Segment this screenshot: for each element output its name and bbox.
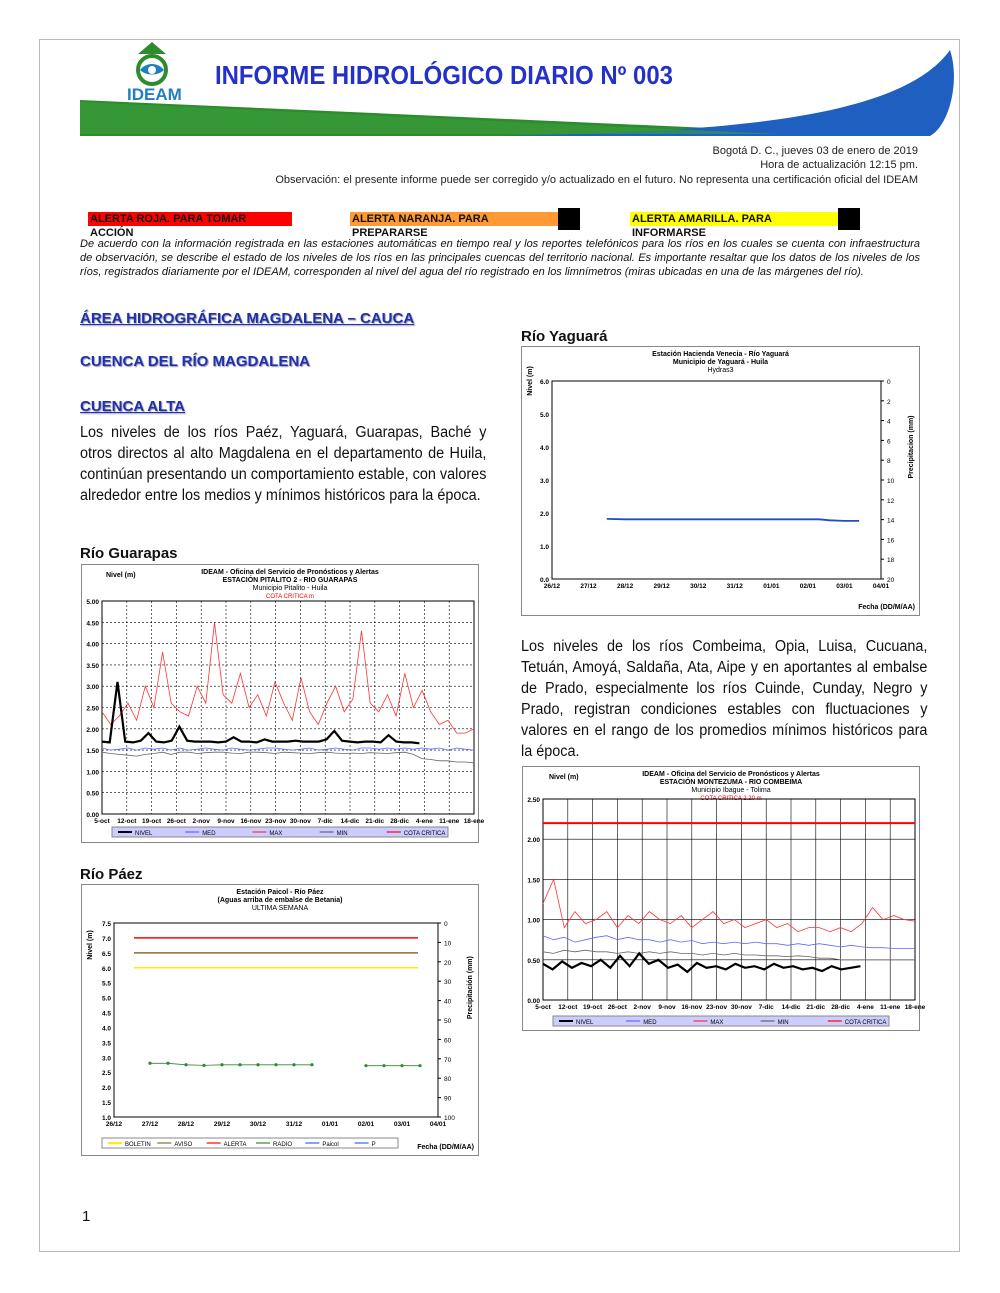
alta-heading: CUENCA ALTA [80,398,185,415]
yaguara-svg [522,347,919,615]
cuenca-heading: CUENCA DEL RÍO MAGDALENA [80,353,311,370]
x-axis-label: Fecha (DD/M/AA) [417,1144,474,1151]
combeima-svg [523,767,926,1030]
y2-tick-label: 12 [887,497,895,505]
x-tick-label: 16-nov [681,1004,703,1011]
update-line: Hora de actualización 12:15 pm. [760,159,918,171]
legend-label: Paicol [322,1142,339,1148]
y2-tick-label: 40 [444,998,452,1006]
x-tick-label: 23-nov [706,1004,728,1011]
x-tick-label: 03/01 [393,1121,411,1128]
data-point [238,1063,241,1066]
x-tick-label: 31/12 [726,583,743,590]
x-tick-label: 11-ene [439,818,460,825]
chart-title-text: Municipio Ibague - Tolima [691,787,771,794]
black-box [558,208,580,230]
x-tick-label: 14-dic [781,1004,801,1011]
y-tick-label: 2.00 [86,726,99,734]
legend-label: COTA CRITICA [844,1020,887,1026]
x-tick-label: 29/12 [653,583,670,590]
data-point [148,1062,151,1065]
y-tick-label: 1.00 [527,917,540,925]
y-tick-label: 1.0 [101,1115,111,1122]
x-tick-label: 26/12 [105,1121,123,1128]
data-point [292,1063,295,1066]
y-tick-label: 5.0 [101,995,111,1003]
legend-label: COTA CRITICA [403,831,446,837]
intro-text: De acuerdo con la información registrada en las estaciones automáticas en tiempo real y los reportes telefónicos para los ríos en los cuales se cuenta con infraestructura de observación, se describe el estado de los niveles de los ríos en las principales cuencas del territorio nacional. Es importante resaltar que los datos de los niveles de los ríos, registrados diariamente por el IDEAM, corresponden al nivel del agua del río registrado en los limnímetros (miras ubicadas en una de las márgenes del río). [80,238,920,278]
x-tick-label: 02/01 [357,1121,375,1128]
data-point [220,1063,223,1066]
y-tick-label: 2.50 [86,705,99,713]
data-point [166,1062,169,1065]
y2-tick-label: 0 [444,921,448,928]
series-line [607,519,859,521]
page-title: INFORME HIDROLÓGICO DIARIO Nº 003 [215,60,673,90]
x-tick-label: 03/01 [836,583,853,590]
y-tick-label: 4.0 [539,445,549,452]
observation-line: Observación: el presente informe puede ser corregido y/o actualizado en el futuro. No representa una certificación oficial del IDEAM [275,174,918,186]
y-tick-label: 1.00 [86,769,99,777]
x-tick-label: 04/01 [429,1121,447,1128]
x-tick-label: 21-dic [806,1004,826,1011]
y-tick-label: 6.5 [101,950,111,958]
y-tick-label: 2.0 [539,511,549,518]
y-axis-label: Nivel (m) [87,930,94,960]
x-tick-label: 31/12 [285,1121,303,1128]
y-tick-label: 7.5 [101,921,111,928]
y2-tick-label: 70 [444,1056,452,1064]
x-tick-label: 28-dic [831,1004,850,1011]
x-tick-label: 9-nov [658,1004,676,1011]
y2-tick-label: 20 [887,577,895,584]
chart-title-text: ULTIMA SEMANA [251,905,309,912]
plot-area [543,799,915,1000]
y-tick-label: 0.50 [527,957,540,965]
x-tick-label: 01/01 [763,583,780,590]
chart-title-text: Estación Paicol - Río Páez [236,889,324,896]
data-point [184,1063,187,1066]
paez-title: Río Páez [80,866,143,883]
x-tick-label: 12-oct [117,818,137,825]
y-tick-label: 1.0 [539,544,549,551]
x-tick-label: 4-ene [856,1004,874,1011]
y2-axis-label: Precipitación (mm) [467,956,474,1020]
legend-label: NIVEL [576,1020,594,1026]
x-tick-label: 04/01 [872,583,890,590]
legend-label: MIN [777,1020,789,1026]
chart-title-text: IDEAM - Oficina del Servicio de Pronósticos y Alertas [201,569,379,576]
x-tick-label: 02/01 [799,583,817,590]
y2-tick-label: 20 [444,959,452,967]
y2-tick-label: 2 [887,398,891,406]
x-tick-label: 7-dic [758,1004,774,1011]
data-point [400,1064,403,1067]
y-tick-label: 5.0 [539,412,549,419]
chart-title-text: Estación Hacienda Venecia - Río Yaguará [652,351,789,358]
legend-label: MAX [710,1020,724,1026]
y-tick-label: 7.0 [101,935,111,943]
x-tick-label: 5-oct [535,1004,551,1011]
y-tick-label: 1.5 [101,1100,111,1108]
x-tick-label: 26/12 [543,583,561,590]
y2-axis-label: Precipitacion (mm) [908,415,915,479]
alert-yellow: ALERTA AMARILLA. PARA INFORMARSE [630,212,844,226]
data-point [382,1064,385,1067]
x-tick-label: 28/12 [177,1121,195,1128]
legend-label: AVISO [174,1142,193,1148]
legend-label: P [371,1142,376,1148]
x-tick-label: 28-dic [390,818,409,825]
y-tick-label: 5.5 [101,980,111,988]
y2-tick-label: 30 [444,979,452,987]
y-tick-label: 3.5 [101,1040,111,1048]
y2-tick-label: 50 [444,1018,452,1025]
x-tick-label: 29/12 [213,1121,231,1128]
alert-orange: ALERTA NARANJA. PARA PREPARARSE [350,212,568,226]
y2-tick-label: 10 [887,478,895,485]
legend-label: BOLETIN [125,1142,151,1148]
y-tick-label: 0.00 [527,998,540,1005]
yaguara-chart [521,346,920,616]
x-tick-label: 18-ene [463,818,485,825]
x-tick-label: 23-nov [265,818,287,825]
data-point [274,1063,277,1066]
x-tick-label: 27/12 [580,583,597,590]
chart-title-text: ESTACIÓN PITALITO 2 - RIO GUARAPAS [222,577,358,584]
x-tick-label: 11-ene [880,1004,901,1011]
series-line [543,879,915,931]
x-tick-label: 12-oct [558,1004,578,1011]
x-tick-label: 19-oct [583,1004,603,1011]
series-line [102,752,474,763]
x-tick-label: 30-nov [289,818,311,825]
x-tick-label: 5-oct [94,818,110,825]
x-tick-label: 30/12 [249,1121,267,1128]
y-tick-label: 6.0 [539,379,549,386]
date-line: Bogotá D. C., jueves 03 de enero de 2019 [712,145,918,157]
y-tick-label: 6.0 [101,965,111,973]
y-axis-label: Nivel (m) [527,366,534,396]
legend-label: MED [643,1020,657,1026]
chart-title-text: Municipio de Yaguará - Huila [672,359,769,366]
y-tick-label: 2.00 [527,837,540,845]
series-line [102,748,474,750]
x-tick-label: 18-ene [904,1004,926,1011]
x-tick-label: 26-oct [607,1004,627,1011]
x-tick-label: 9-nov [217,818,235,825]
x-tick-label: 2-nov [633,1004,651,1011]
y2-tick-label: 10 [444,940,452,948]
y-tick-label: 4.5 [101,1010,111,1018]
yaguara-title: Río Yaguará [521,328,608,345]
x-tick-label: 30-nov [730,1004,752,1011]
logo-text: IDEAM [127,85,182,104]
x-tick-label: 19-oct [142,818,162,825]
legend-label: MAX [269,831,283,837]
y-tick-label: 4.50 [86,620,99,628]
guarapas-title: Río Guarapas [80,545,178,562]
data-point [202,1064,205,1067]
black-box [838,208,860,230]
legend-label: MED [202,831,216,837]
chart-title-text: Hydras3 [707,367,734,374]
x-tick-label: 27/12 [141,1121,159,1128]
y-tick-label: 3.50 [86,662,99,670]
y2-tick-label: 60 [444,1037,452,1045]
y2-tick-label: 6 [887,438,891,446]
series-line [543,953,860,972]
y-tick-label: 1.50 [527,877,540,885]
x-tick-label: 16-nov [240,818,262,825]
y-axis-label: Nivel (m) [549,774,579,781]
series-line [102,682,419,743]
cota-label: COTA CRITICA m [266,594,314,600]
series-line [543,950,915,960]
page-number: 1 [82,1208,91,1225]
chart-title-text: IDEAM - Oficina del Servicio de Pronósticos y Alertas [642,771,820,778]
x-tick-label: 26-oct [166,818,186,825]
legend-label: MIN [336,831,348,837]
y-tick-label: 2.5 [101,1070,111,1078]
y-axis-label: Nivel (m) [106,572,136,579]
y-tick-label: 4.0 [101,1025,111,1033]
y2-tick-label: 4 [887,418,891,426]
y-tick-label: 2.50 [527,797,540,804]
guarapas-svg [82,565,485,842]
data-point [418,1064,421,1067]
ideam-logo-icon [122,40,182,88]
data-point [310,1063,313,1066]
alert-red: ALERTA ROJA. PARA TOMAR ACCIÓN [88,212,292,226]
y2-tick-label: 14 [887,517,895,525]
paez-svg [82,885,478,1155]
y2-tick-label: 0 [887,379,891,386]
y2-tick-label: 80 [444,1076,452,1084]
right-paragraph: Los niveles de los ríos Combeima, Opia, Luisa, Cucuana, Tetuán, Amoyá, Saldaña, Ata, Aipe y en aportantes al embalse de Prado, especialmente los ríos Cuinde, Cunday, Negro y Prado, registran condiciones estables con fluctuaciones y valores en el rango de los promedios mínimos históricos para la época. [521,638,928,760]
x-tick-label: 14-dic [340,818,360,825]
paez-chart [81,884,479,1156]
series-line [150,1063,312,1065]
legend-label: RADIO [273,1142,293,1148]
x-tick-label: 7-dic [317,818,333,825]
y2-tick-label: 18 [887,557,895,565]
guarapas-chart [81,564,485,843]
x-tick-label: 28/12 [616,583,634,590]
y2-tick-label: 8 [887,458,891,466]
x-tick-label: 4-ene [415,818,433,825]
chart-title-text: Municipio Pitalito - Huila [252,585,328,592]
y-tick-label: 3.00 [86,684,99,692]
y2-tick-label: 100 [444,1115,455,1122]
chart-title-text: ESTACIÓN MONTEZUMA - RIO COMBEIMA [659,779,803,786]
cota-label: COTA CRITICA 2.20 m [700,796,762,802]
data-point [364,1064,367,1067]
x-tick-label: 30/12 [690,583,707,590]
y-tick-label: 0.0 [539,577,549,584]
area-heading: ÁREA HIDROGRÁFICA MAGDALENA – CAUCA [80,310,415,327]
y-tick-label: 3.0 [539,478,549,485]
y2-tick-label: 16 [887,537,895,545]
chart-title-text: (Aguas arriba de embalse de Betania) [217,897,343,904]
combeima-chart [522,766,926,1031]
series-line [102,622,474,733]
data-point [256,1063,259,1066]
x-tick-label: 01/01 [321,1121,339,1128]
plot-area [552,381,881,579]
series-line [543,936,915,949]
y-tick-label: 4.00 [86,641,99,649]
x-tick-label: 2-nov [192,818,210,825]
y-tick-label: 0.50 [86,790,99,798]
x-tick-label: 21-dic [365,818,385,825]
alta-paragraph: Los niveles de los ríos Paéz, Yaguará, Guarapas, Baché y otros directos al alto Magdalena en el departamento de Huila, continúan presentando un comportamiento estable, con valores alrededor entre los medios y mínimos históricos para la época. [80,424,487,504]
x-axis-label: Fecha (DD/M/AA) [858,604,915,611]
legend-label: ALERTA [223,1142,247,1148]
legend-label: NIVEL [135,831,153,837]
y-tick-label: 1.50 [86,748,99,756]
y-tick-label: 0.00 [86,812,99,819]
y-tick-label: 3.0 [101,1055,111,1063]
y2-tick-label: 90 [444,1095,452,1103]
y-tick-label: 2.0 [101,1085,111,1093]
y-tick-label: 5.00 [86,599,99,606]
